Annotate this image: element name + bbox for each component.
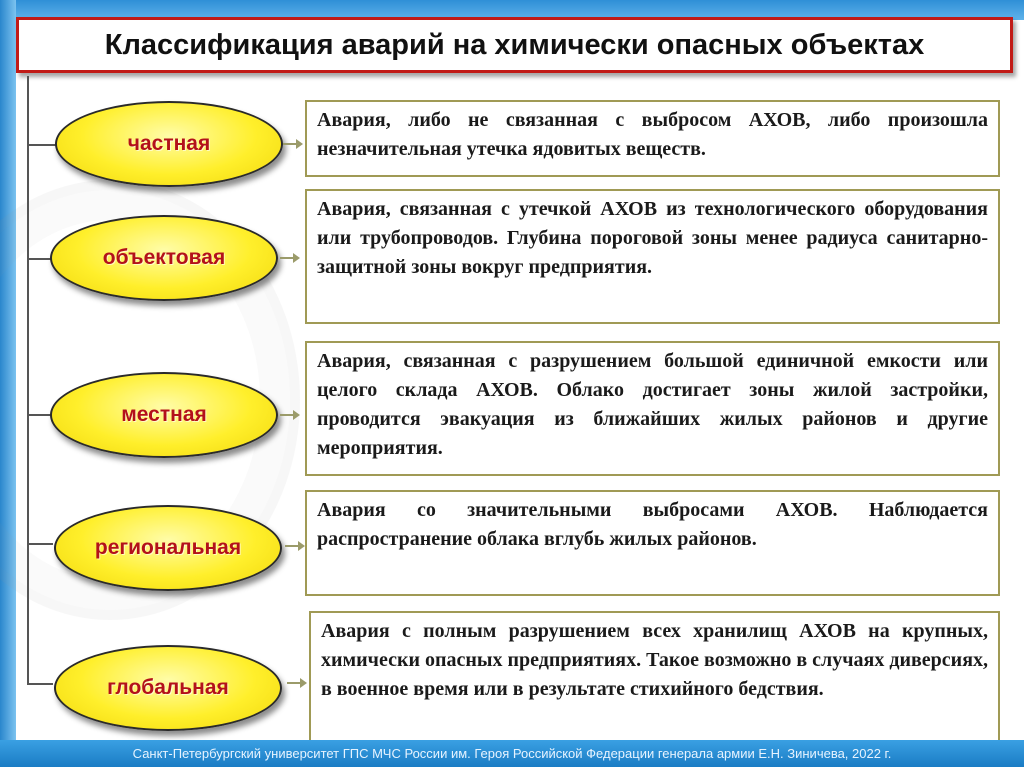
branch-line-regional — [27, 543, 53, 545]
branch-line-private — [27, 144, 57, 146]
category-label-object: объектовая — [102, 246, 226, 269]
description-text-regional: Авария со значительными выбросами АХОВ. Наблюдается распространение облака вглубь жилых районов. — [317, 499, 988, 550]
category-label-local: местная — [121, 403, 207, 426]
category-ellipse-private — [55, 101, 283, 187]
category-ellipse-global — [54, 645, 282, 731]
arrow-icon — [283, 139, 303, 149]
category-ellipse-regional — [54, 505, 282, 591]
description-box-regional — [305, 490, 1000, 596]
title-box — [16, 17, 1013, 73]
slide-title: Классификация аварий на химически опасных объектах — [104, 28, 925, 61]
arrow-icon — [287, 678, 307, 688]
category-ellipse-local — [50, 372, 278, 458]
description-box-object — [305, 189, 1000, 324]
description-text-local: Авария, связанная с разрушением большой единичной емкости или целого склада АХОВ. Облако достигает зоны жилой застройки, проводится эвакуация из ближайших жилых районов и другие мероприятия. — [317, 350, 988, 459]
description-text-global: Авария с полным разрушением всех хранилищ АХОВ на крупных, химически опасных предприятиях. Такое возможно в случаях диверсиях, в военное время или в результате стихийного бедствия. — [321, 620, 989, 700]
description-text-private: Авария, либо не связанная с выбросом АХОВ, либо произошла незначительная утечка ядовитых веществ. — [317, 109, 988, 160]
footer-bar — [0, 740, 1024, 767]
footer-text: Санкт-Петербургский университет ГПС МЧС России им. Героя Российской Федерации генерала армии Е.Н. Зиничева, 2022 г. — [132, 746, 892, 761]
tree-trunk-line — [27, 76, 29, 684]
category-ellipse-object — [50, 215, 278, 301]
description-box-global — [309, 611, 1000, 746]
category-label-global: глобальная — [107, 676, 229, 699]
category-label-private: частная — [127, 132, 211, 155]
category-label-regional: региональная — [94, 536, 242, 559]
branch-line-global — [27, 683, 53, 685]
description-box-local — [305, 341, 1000, 476]
arrow-icon — [280, 410, 300, 420]
arrow-icon — [285, 541, 305, 551]
arrow-icon — [280, 253, 300, 263]
description-text-object: Авария, связанная с утечкой АХОВ из технологического оборудования или трубопроводов. Глубина пороговой зоны менее радиуса санитарно-защитной зоны вокруг предприятия. — [317, 198, 988, 278]
description-box-private — [305, 100, 1000, 177]
